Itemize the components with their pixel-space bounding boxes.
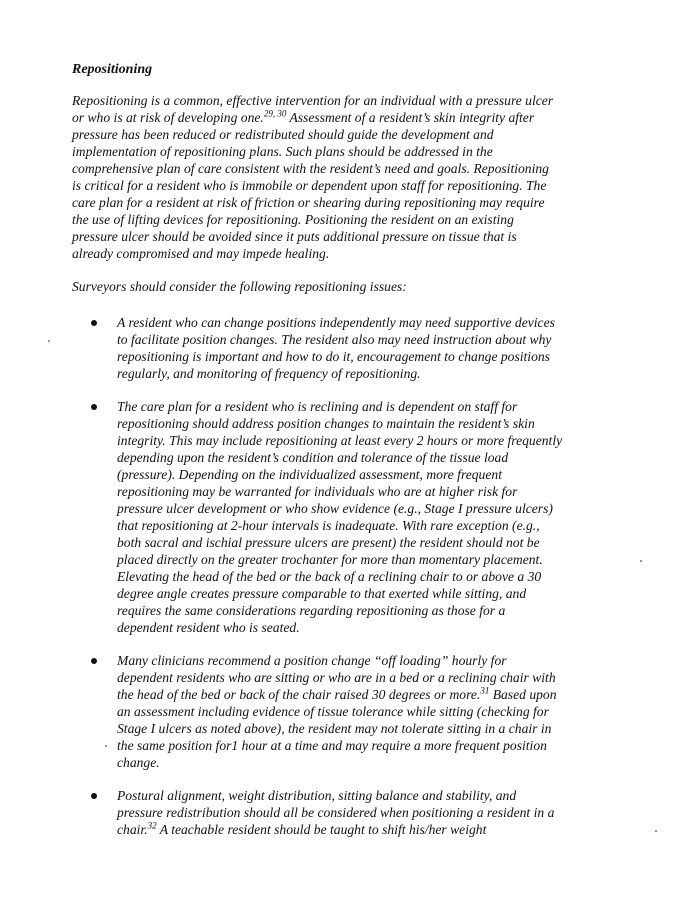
line-text: the head of the bed or back of the chair raised 30 degrees or more. (117, 687, 481, 702)
citation-superscript: 29, 30 (263, 108, 287, 119)
lead-in-line: Surveyors should consider the following repositioning issues: (72, 279, 407, 294)
bullet-line: the same position for1 hour at a time and may require a more frequent position (117, 738, 547, 753)
bullet-line: placed directly on the greater trochanter for more than momentary placement. (117, 552, 543, 567)
line-text: A teachable resident should be taught to shift his/her weight (156, 822, 487, 837)
scan-speck (105, 745, 107, 747)
bullet-line: that repositioning at 2-hour intervals is inadequate. With rare exception (e.g., (117, 518, 540, 533)
bullet-line: repositioning may be warranted for individuals who are at higher risk for (117, 484, 518, 499)
citation-superscript: 31 (480, 685, 490, 696)
bullet-line: The care plan for a resident who is reclining and is dependent on staff for (117, 399, 518, 414)
paragraph-line: comprehensive plan of care consistent with the resident’s need and goals. Repositioning (72, 161, 549, 176)
bullet-marker (91, 658, 97, 664)
paragraph-line: pressure has been reduced or redistributed should guide the development and (72, 127, 494, 142)
paragraph-line (72, 109, 534, 126)
bullet-line (117, 821, 486, 838)
paragraph-line: care plan for a resident at risk of friction or shearing during repositioning may require (72, 195, 545, 210)
bullet-line: Stage I ulcers as noted above), the resident may not tolerate sitting in a chair in (117, 721, 552, 736)
bullet-line: degree angle creates pressure comparable to that exerted while sitting, and (117, 586, 527, 601)
scan-speck (48, 340, 50, 342)
bullet-marker (91, 320, 97, 326)
paragraph-line: is critical for a resident who is immobile or dependent upon staff for repositioning. The (72, 178, 547, 193)
bullet-line: regularly, and monitoring of frequency of repositioning. (117, 366, 421, 381)
bullet-line: repositioning should address position changes to maintain the resident’s skin (117, 416, 535, 431)
bullet-line: both sacral and ischial pressure ulcers are present) the resident should not be (117, 535, 540, 550)
section-heading: Repositioning (72, 62, 153, 77)
line-text: Assessment of a resident’s skin integrity after (286, 110, 535, 125)
paragraph-line: pressure ulcer should be avoided since it puts additional pressure on tissue that is (72, 229, 517, 244)
bullet-line: depending upon the resident’s condition and tolerance of the tissue load (117, 450, 509, 465)
bullet-line: dependent resident who is seated. (117, 620, 300, 635)
bullet-line: Many clinicians recommend a position change “off loading” hourly for (117, 653, 507, 668)
bullet-line: requires the same considerations regarding repositioning as those for a (117, 603, 506, 618)
paragraph-line: the use of lifting devices for repositioning. Positioning the resident on an existing (72, 212, 514, 227)
bullet-line: Postural alignment, weight distribution, sitting balance and stability, and (117, 788, 517, 803)
scan-speck (655, 830, 657, 832)
paragraph-line: already compromised and may impede healing. (72, 246, 330, 261)
bullet-line: to facilitate position changes. The resident also may need instruction about why (117, 332, 552, 347)
bullet-marker (91, 793, 97, 799)
bullet-line: change. (117, 755, 160, 770)
bullet-marker (91, 404, 97, 410)
citation-superscript: 32 (147, 820, 157, 831)
paragraph-line: implementation of repositioning plans. Such plans should be addressed in the (72, 144, 493, 159)
bullet-line: an assessment including evidence of tissue tolerance while sitting (checking for (117, 704, 549, 719)
scan-speck (640, 560, 642, 562)
bullet-line: dependent residents who are sitting or who are in a bed or a reclining chair with (117, 670, 556, 685)
bullet-line: Elevating the head of the bed or the back of a reclining chair to or above a 30 (117, 569, 542, 584)
bullet-line: pressure ulcer development or who show evidence (e.g., Stage I pressure ulcers) (117, 501, 553, 516)
line-text: chair. (117, 822, 148, 837)
bullet-line: A resident who can change positions independently may need supportive devices (117, 315, 555, 330)
bullet-line: repositioning is important and how to do it, encouragement to change positions (117, 349, 550, 364)
line-text: or who is at risk of developing one. (72, 110, 264, 125)
bullet-line: (pressure). Depending on the individualized assessment, more frequent (117, 467, 502, 482)
paragraph-line: Repositioning is a common, effective intervention for an individual with a pressure ulcer (72, 93, 554, 108)
bullet-line: pressure redistribution should all be considered when positioning a resident in a (117, 805, 555, 820)
bullet-line (117, 686, 557, 703)
bullet-line: integrity. This may include repositioning at least every 2 hours or more frequently (117, 433, 563, 448)
line-text: Based upon (489, 687, 557, 702)
